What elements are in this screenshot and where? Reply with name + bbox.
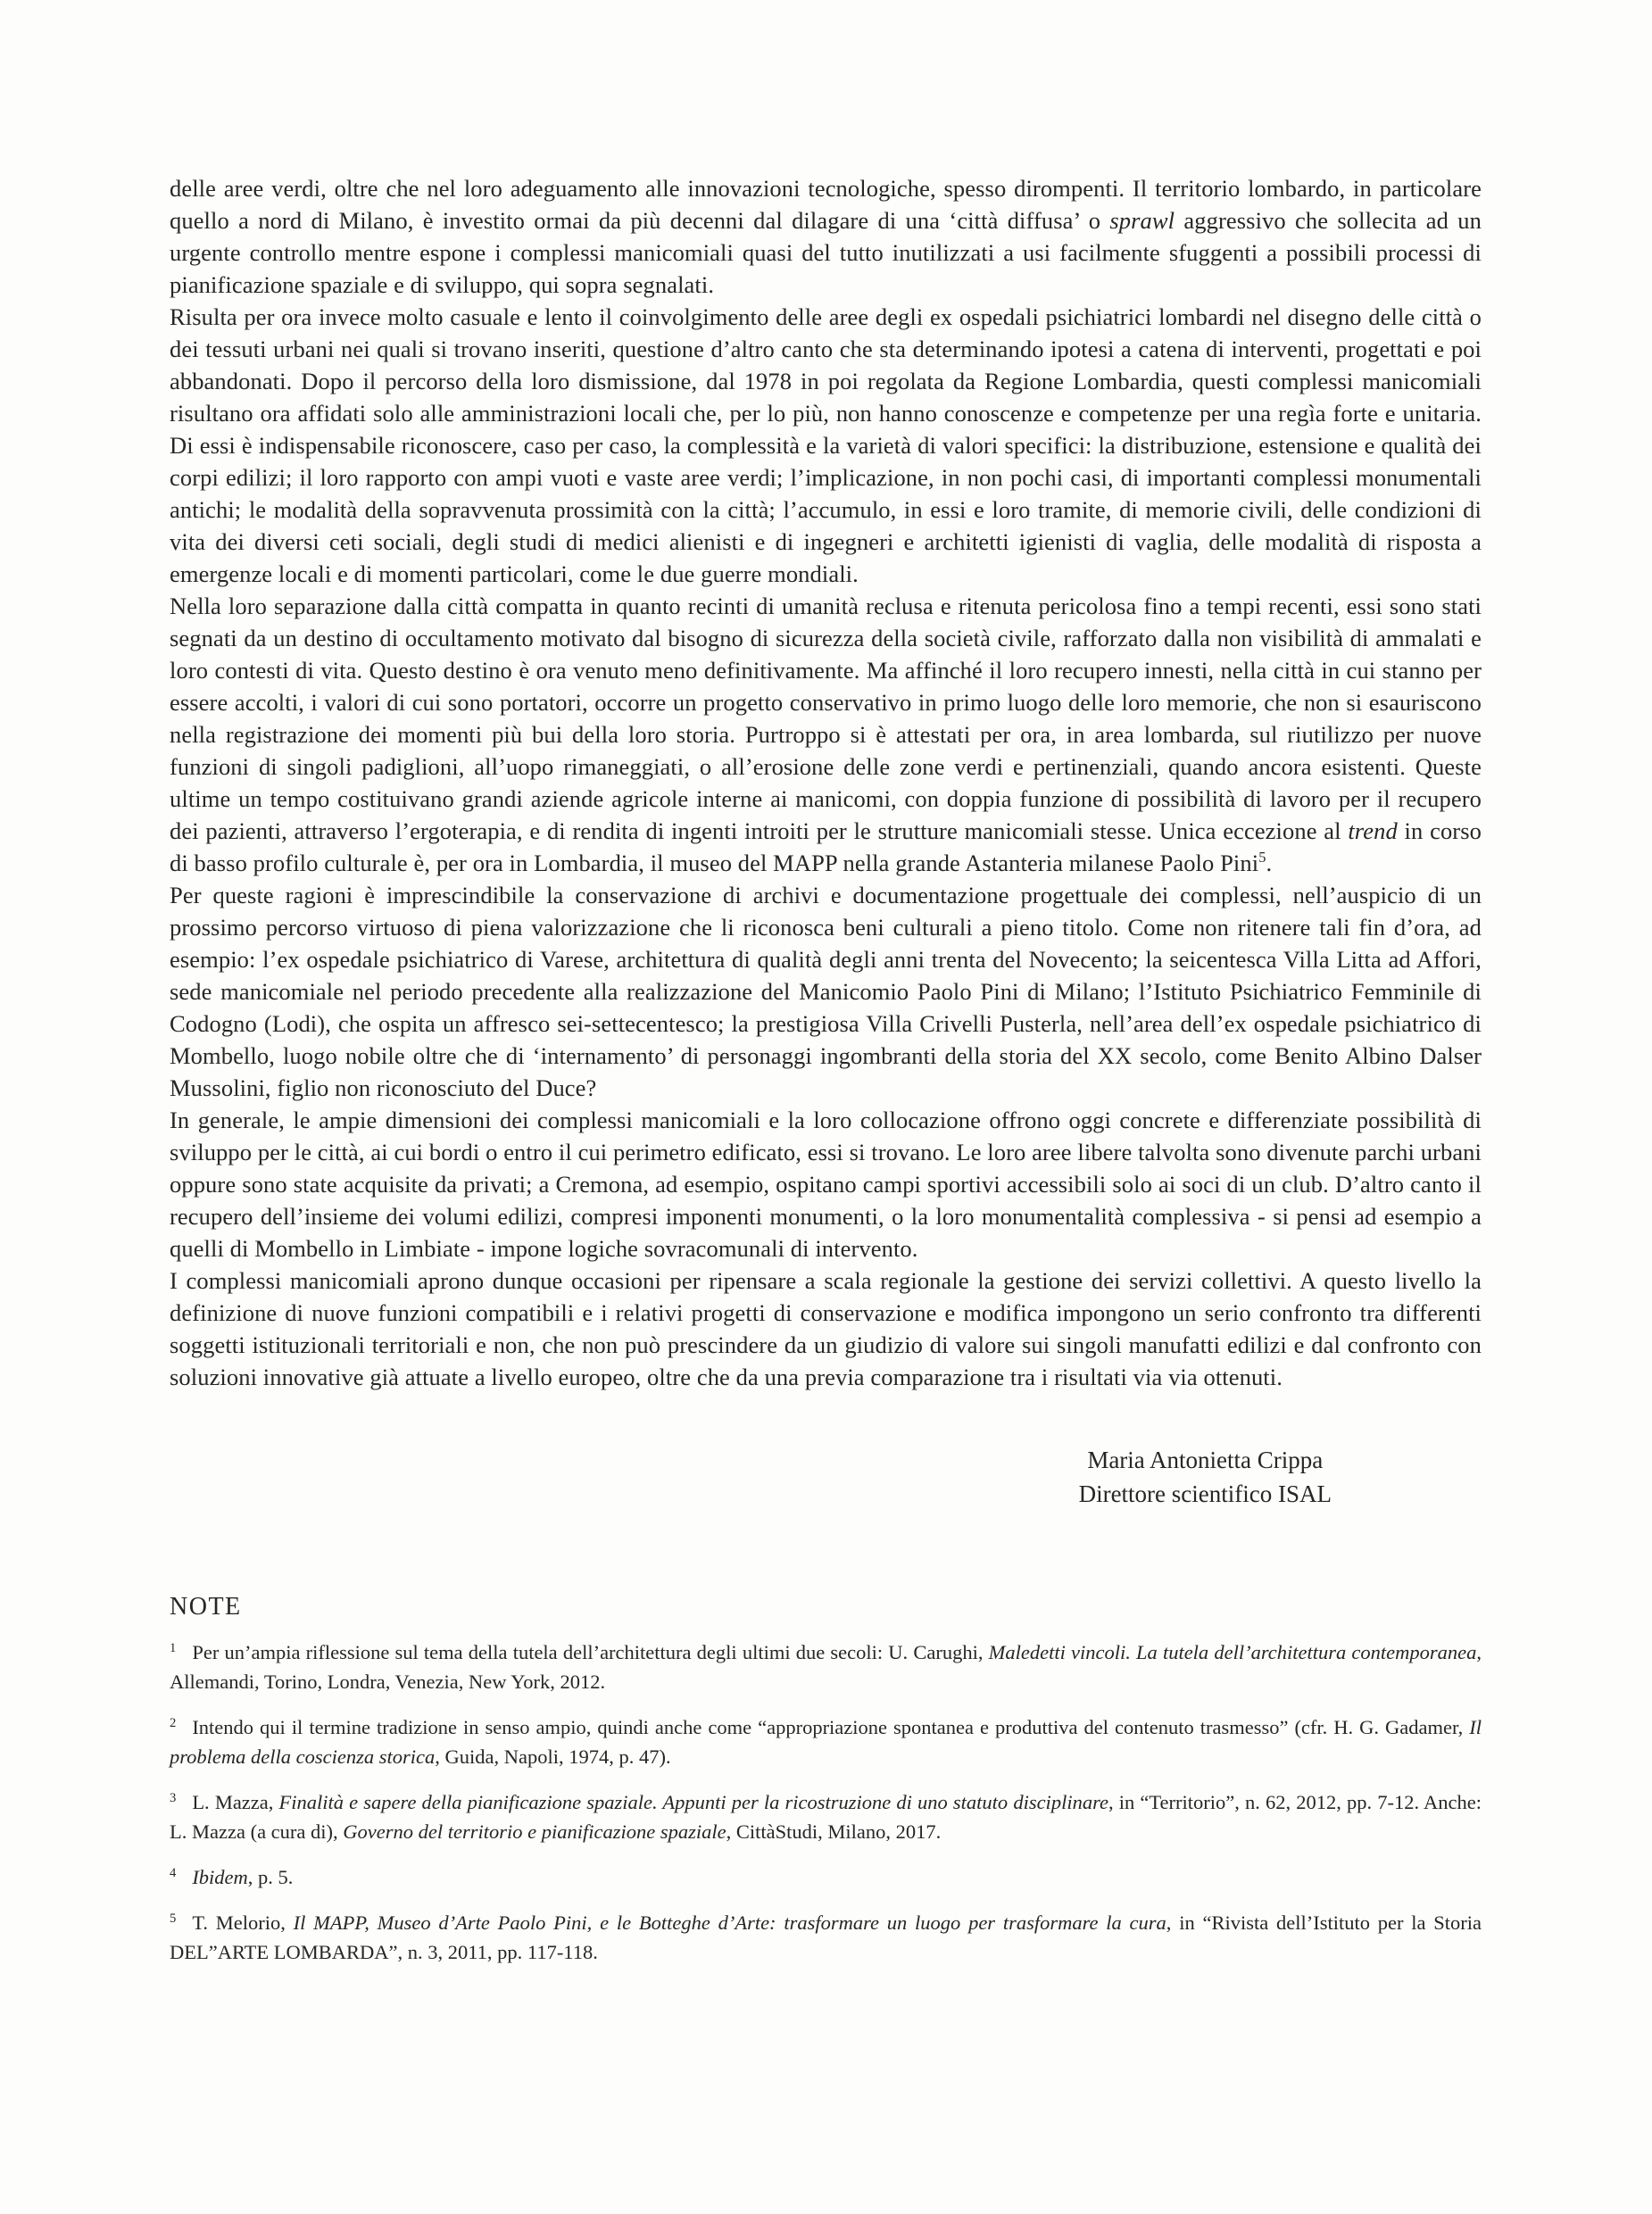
- footnote-marker: 1: [170, 1640, 177, 1655]
- notes-heading: NOTE: [170, 1593, 242, 1621]
- footnote-marker: 5: [170, 1911, 177, 1926]
- footnote-marker: 4: [170, 1865, 177, 1880]
- signature-name: Maria Antonietta Crippa: [1087, 1447, 1324, 1473]
- footnote: [170, 1638, 1482, 1696]
- signature-block: [1079, 1443, 1332, 1511]
- paragraph: delle aree verdi, oltre che nel loro adeguamento alle innovazioni tecnologiche, spesso dirompenti. Il territorio lombardo, in particolare quello a nord di Milano, è investito ormai da più decenni dal dilagare di una ‘città diffusa’ o sprawl aggressivo che sollecita ad un urgente controllo mentre espone i complessi manicomiali quasi del tutto inutilizzati a usi facilmente sfuggenti a possibili processi di pianificazione spaziale e di sviluppo, qui sopra segnalati.: [170, 175, 1482, 298]
- footnote: [170, 1862, 1482, 1892]
- article-text: [170, 172, 1482, 1393]
- paragraph: Nella loro separazione dalla città compatta in quanto recinti di umanità reclusa e ritenuta pericolosa fino a tempi recenti, essi sono stati segnati da un destino di occultamento motivato dal bisogno di sicurezza della società civile, rafforzato dalla non visibilità di ammalati e loro contesti di vita. Questo destino è ora venuto meno definitivamente. Ma affinché il loro recupero innesti, nella città in cui stanno per essere accolti, i valori di cui sono portatori, occorre un progetto conservativo in primo luogo delle loro memorie, che non si esauriscono nella registrazione dei momenti più bui della loro storia. Purtroppo si è attestati per ora, in area lombarda, sul riutilizzo per nuove funzioni di singoli padiglioni, all’uopo rimaneggiati, o all’erosione delle zone verdi e pertinenziali, quando ancora esistenti. Queste ultime un tempo costituivano grandi aziende agricole interne ai manicomi, con doppia funzione di possibilità di lavoro per il recupero dei pazienti, attraverso l’ergoterapia, e di rendita di ingenti introiti per le strutture manicomiali stesse. Unica eccezione al trend in corso di basso profilo culturale è, per ora in Lombardia, il museo del MAPP nella grande Astanteria milanese Paolo Pini$^5$.: [170, 593, 1482, 876]
- signature-role: Direttore scientifico ISAL: [1078, 1480, 1332, 1507]
- footnote-text: Ibidem, p. 5.: [192, 1866, 294, 1888]
- paragraph: Risulta per ora invece molto casuale e lento il coinvolgimento delle aree degli ex ospedali psichiatrici lombardi nel disegno delle città o dei tessuti urbani nei quali si trovano inseriti, questione d’altro canto che sta determinando ipotesi a catena di interventi, progettati e poi abbandonati. Dopo il percorso della loro dismissione, dal 1978 in poi regolata da Regione Lombardia, questi complessi manicomiali risultano ora affidati solo alle amministrazioni locali che, per lo più, non hanno conoscenze e competenze per una regìa forte e unitaria. Di essi è indispensabile riconoscere, caso per caso, la complessità e la varietà di valori specifici: la distribuzione, estensione e qualità dei corpi edilizi; il loro rapporto con ampi vuoti e vaste aree verdi; l’implicazione, in non pochi casi, di importanti complessi monumentali antichi; le modalità della sopravvenuta prossimità con la città; l’accumulo, in essi e loro tramite, di memorie civili, delle condizioni di vita dei diversi ceti sociali, degli studi di medici alienisti e di ingegneri e architetti igienisti di vaglia, delle modalità di risposta a emergenze locali e di momenti particolari, come le due guerre mondiali.: [170, 303, 1482, 587]
- footnote: [170, 1908, 1482, 1967]
- paragraph: I complessi manicomiali aprono dunque occasioni per ripensare a scala regionale la gestione dei servizi collettivi. A questo livello la definizione di nuove funzioni compatibili e i relativi progetti di conservazione e modifica impongono un serio confronto tra differenti soggetti istituzionali territoriali e non, che non può prescindere da un giudizio di valore sui singoli manufatti edilizi e dal confronto con soluzioni innovative già attuate a livello europeo, oltre che da una previa comparazione tra i risultati via via ottenuti.: [170, 1267, 1482, 1390]
- footnote: [170, 1787, 1482, 1846]
- footnote-text: T. Melorio, Il MAPP, Museo d’Arte Paolo Pini, e le Botteghe d’Arte: trasformare un luogo per trasformare la cura, in “Rivista dell’Istituto per la Storia DEL”ARTE LOMBARDA”, n. 3, 2011, pp. 117-118.: [170, 1911, 1482, 1963]
- paragraph: In generale, le ampie dimensioni dei complessi manicomiali e la loro collocazione offrono oggi concrete e differenziate possibilità di sviluppo per le città, ai cui bordi o entro il cui perimetro edificato, essi si trovano. Le loro aree libere talvolta sono divenute parchi urbani oppure sono state acquisite da privati; a Cremona, ad esempio, ospitano campi sportivi accessibili solo ai soci di un club. D’altro canto il recupero dell’insieme dei volumi edilizi, compresi imponenti monumenti, o la loro monumentalità complessiva - si pensi ad esempio a quelli di Mombello in Limbiate - impone logiche sovracomunali di intervento.: [170, 1107, 1482, 1262]
- footnote-text: Intendo qui il termine tradizione in senso ampio, quindi anche come “appropriazione spontanea e produttiva del contenuto trasmesso” (cfr. H. G. Gadamer, Il problema della coscienza storica, Guida, Napoli, 1974, p. 47).: [170, 1716, 1482, 1768]
- footnote-marker: 3: [170, 1790, 177, 1805]
- footnote-marker: 2: [170, 1715, 177, 1730]
- paragraph: Per queste ragioni è imprescindibile la conservazione di archivi e documentazione progettuale dei complessi, nell’auspicio di un prossimo percorso virtuoso di piena valorizzazione che li riconosca beni culturali a pieno titolo. Come non ritenere tali fin d’ora, ad esempio: l’ex ospedale psichiatrico di Varese, architettura di qualità degli anni trenta del Novecento; la seicentesca Villa Litta ad Affori, sede manicomiale nel periodo precedente alla realizzazione del Manicomio Paolo Pini di Milano; l’Istituto Psichiatrico Femminile di Codogno (Lodi), che ospita un affresco sei-settecentesco; la prestigiosa Villa Crivelli Pusterla, nell’area dell’ex ospedale psichiatrico di Mombello, luogo nobile oltre che di ‘internamento’ di personaggi ingombranti della storia del XX secolo, come Benito Albino Dalser Mussolini, figlio non riconosciuto del Duce?: [170, 882, 1482, 1101]
- footnotes-section: [170, 1593, 1482, 1967]
- footnote: [170, 1712, 1482, 1771]
- footnote-text: L. Mazza, Finalità e sapere della pianificazione spaziale. Appunti per la ricostruzione di uno statuto disciplinare, in “Territorio”, n. 62, 2012, pp. 7-12. Anche: L. Mazza (a cura di), Governo del territorio e pianificazione spaziale, CittàStudi, Milano, 2017.: [170, 1791, 1482, 1843]
- footnote-text: Per un’ampia riflessione sul tema della tutela dell’architettura degli ultimi due secoli: U. Carughi, Maledetti vincoli. La tutela dell’architettura contemporanea, Allemandi, Torino, Londra, Venezia, New York, 2012.: [170, 1641, 1482, 1693]
